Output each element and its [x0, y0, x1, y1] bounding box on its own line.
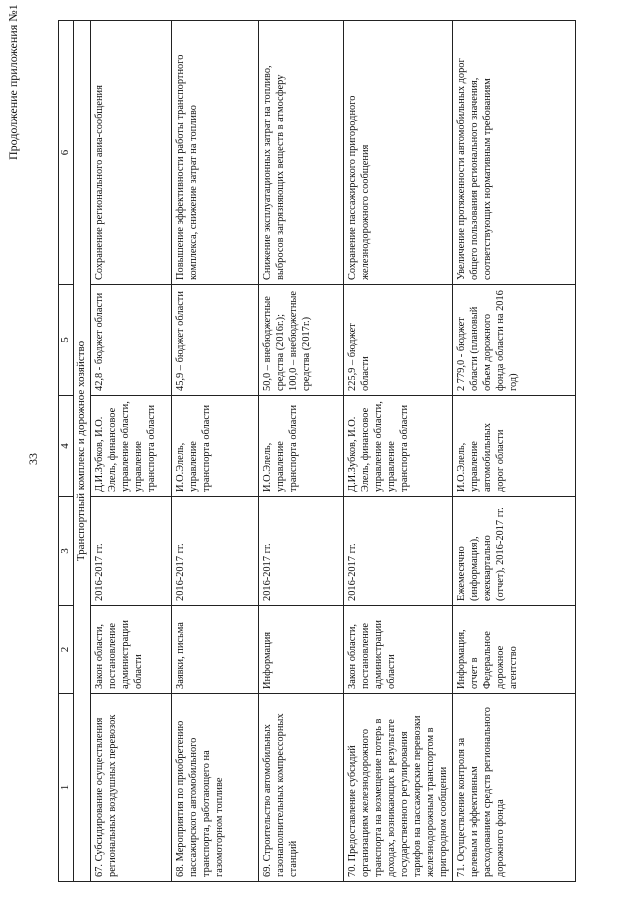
deadline-cell: 2016-2017 гг. — [258, 497, 343, 606]
deadline-cell: 2016-2017 гг. — [171, 497, 258, 606]
funding-cell: 225,9 – бюджет области — [343, 285, 452, 396]
table-row — [171, 21, 258, 882]
measure-cell: 68. Мероприятия по приобретению пассажирского автомобильного транспорта, работающего на газомоторном топливе — [171, 694, 258, 882]
column-number: 3 — [59, 497, 74, 606]
table-row — [90, 21, 171, 882]
table-row — [452, 21, 575, 882]
column-number: 5 — [59, 285, 74, 396]
expected-result-cell: Снижение эксплуатационных затрат на топливо, выбросов загрязняющих веществ в атмосферу — [258, 21, 343, 285]
document-form-cell: Заявки, письма — [171, 606, 258, 694]
funding-cell: 45,9 – бюджет области — [171, 285, 258, 396]
measure-cell: 70. Предоставление субсидий организациям железнодорожного транспорта на возмещение потерь в доходах, возникающих в результате государственного регулирования тарифов на пассажирские перевозки железнодорожным транспортом в пригородном сообщении — [343, 694, 452, 882]
measure-cell: 69. Строительство автомобильных газонаполнительных компрессорных станций — [258, 694, 343, 882]
funding-cell: 42,8 - бюджет области — [90, 285, 171, 396]
expected-result-cell: Повышение эффективности работы транспортного комплекса, снижение затрат на топливо — [171, 21, 258, 285]
column-number: 4 — [59, 396, 74, 497]
document-form-cell: Информация, отчет в Федеральное дорожное агентство — [452, 606, 575, 694]
expected-result-cell: Увеличение протяженности автомобильных дорог общего пользования регионального значения, соответствующих нормативным требованиям — [452, 21, 575, 285]
responsible-cell: И.О.Элель, управление транспорта области — [171, 396, 258, 497]
page-number: 33 — [26, 453, 40, 465]
deadline-cell: 2016-2017 гг. — [90, 497, 171, 606]
continuation-note: Продолжение приложения №1 — [6, 4, 20, 160]
document-form-cell: Закон области, постановление администрации области — [343, 606, 452, 694]
responsible-cell: Д.И.Зубков, И.О. Элель, финансовое управление области, управление транспорта области — [343, 396, 452, 497]
expected-result-cell: Сохранение пассажирского пригородного железнодорожного сообщения — [343, 21, 452, 285]
funding-cell: 50,0 – внебюджетные средства (2016г.); 100,0 – внебюджетные средства (2017г.) — [258, 285, 343, 396]
measure-cell: 67. Субсидирование осуществления региональных воздушных перевозок — [90, 694, 171, 882]
column-number: 6 — [59, 21, 74, 285]
document-form-cell: Информация — [258, 606, 343, 694]
column-number: 1 — [59, 694, 74, 882]
column-number-row — [59, 21, 74, 882]
table-row — [343, 21, 452, 882]
table-row — [258, 21, 343, 882]
responsible-cell: Д.И.Зубков, И.О. Элель, финансовое управление области, управление транспорта области — [90, 396, 171, 497]
measures-table — [58, 20, 576, 882]
responsible-cell: И.О.Элель, управление транспорта области — [258, 396, 343, 497]
document-form-cell: Закон области, постановление администрации области — [90, 606, 171, 694]
expected-result-cell: Сохранение регионального авиа-сообщения — [90, 21, 171, 285]
measure-cell: 71. Осуществление контроля за целевым и эффективным расходованием средств регионального дорожного фонда — [452, 694, 575, 882]
section-title: Транспортный комплекс и дорожное хозяйство — [73, 21, 90, 882]
column-number: 2 — [59, 606, 74, 694]
funding-cell: 2 779,0 - бюджет области (плановый объем дорожного фонда области на 2016 год) — [452, 285, 575, 396]
section-row — [73, 21, 90, 882]
deadline-cell: 2016-2017 гг. — [343, 497, 452, 606]
responsible-cell: И.О.Элель, управление автомобильных дорог области — [452, 396, 575, 497]
deadline-cell: Ежемесячно (информация), ежеквартально (отчет), 2016-2017 гг. — [452, 497, 575, 606]
